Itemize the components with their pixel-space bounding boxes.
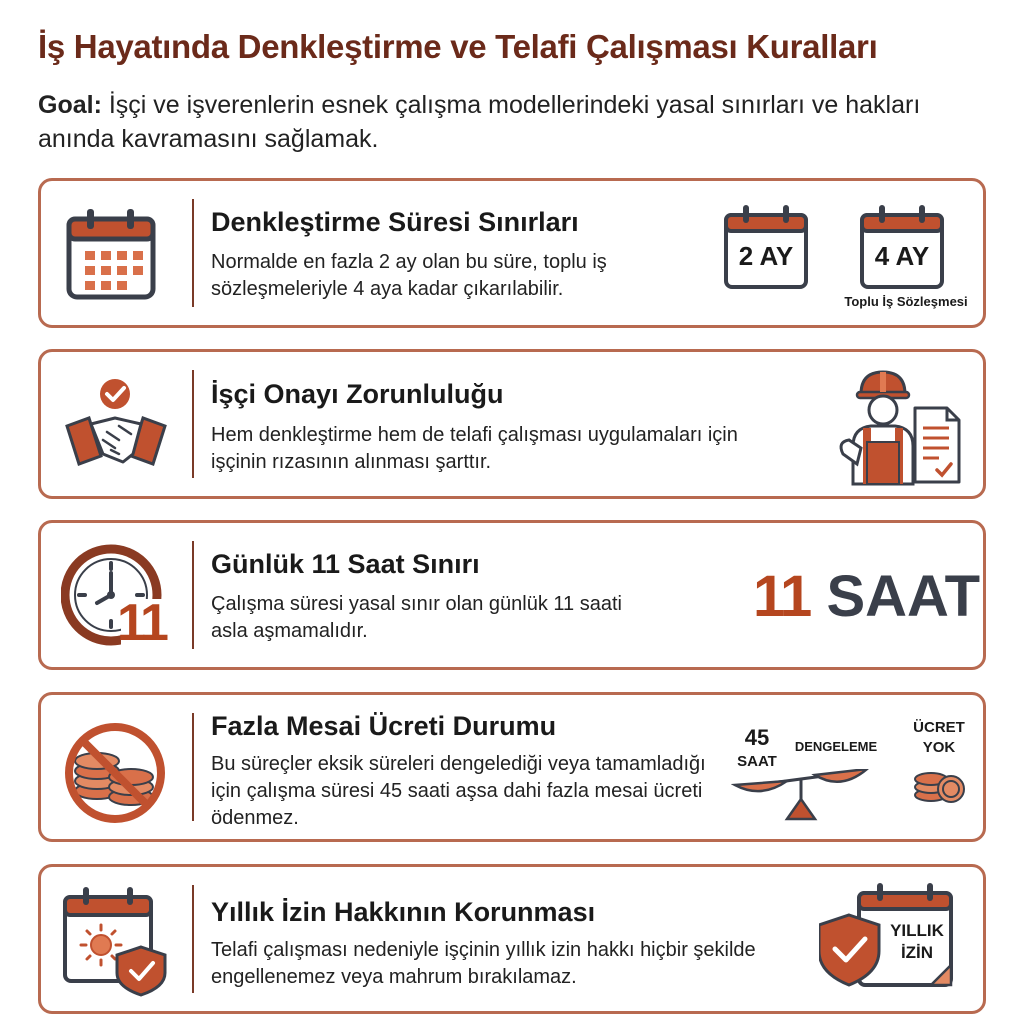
scale-right-1: ÜCRET: [913, 719, 965, 736]
card-body: Normalde en fazla 2 ay olan bu süre, toplu iş sözleşmeleriyle 4 aya kadar çıkarılabilir.: [211, 251, 607, 300]
badge-2-label: 4 AY: [874, 241, 930, 271]
card-yillik-izin: [38, 864, 986, 1014]
card-isci-onayi: [38, 349, 986, 499]
badge-4-ay: [859, 203, 945, 296]
goal-label: Goal:: [38, 91, 102, 119]
calendar-icon: [61, 205, 161, 310]
card-body: Hem denkleştirme hem de telafi çalışması uygulamaları için işçinin rızasının alınması şarttır.: [211, 424, 738, 473]
annual-leave-calendar-icon: [819, 881, 959, 1006]
card-heading: İşçi Onayı Zorunluluğu: [211, 379, 504, 409]
card-denklestirme: [38, 178, 986, 328]
badge-1-label: 2 AY: [738, 241, 794, 271]
divider: [192, 885, 194, 993]
scale-icon: [731, 769, 871, 834]
no-coins-icon: [61, 715, 171, 830]
scale-mid-label: DENGELEME: [794, 739, 878, 754]
card-gunluk-11-saat: [38, 520, 986, 670]
divider: [192, 713, 194, 821]
document-icon: [911, 404, 963, 491]
cal-line-2: İZİN: [900, 943, 934, 962]
cal-line-1: YILLIK: [890, 921, 944, 940]
divider: [192, 199, 194, 307]
card-heading: Günlük 11 Saat Sınırı: [211, 549, 480, 579]
card-fazla-mesai: [38, 692, 986, 842]
clock-number: 11: [117, 594, 166, 652]
goal-text: [38, 88, 988, 156]
page-title: İş Hayatında Denkleştirme ve Telafi Çalışması Kuralları: [38, 28, 878, 65]
card-body: Bu süreçler eksik süreleri dengelediği veya tamamladığı için çalışma süresi 45 saati aşsa dahi fazla mesai ücreti ödenmez.: [211, 753, 706, 829]
scale-left-num: 45: [744, 725, 770, 750]
scale-left-unit: SAAT: [737, 753, 777, 770]
card-body: Telafi çalışması nedeniyle işçinin yıllık izin hakkı hiçbir şekilde engellenemez veya mahrum bırakılamaz.: [211, 939, 756, 988]
goal-description: İşçi ve işverenlerin esnek çalışma modellerindeki yasal sınırları ve hakları anında kavramasını sağlamak.: [38, 91, 921, 153]
clock-icon: [61, 541, 171, 656]
coins-icon: [911, 761, 967, 810]
big-number-display: [753, 563, 980, 630]
badge-caption: Toplu İş Sözleşmesi: [844, 294, 968, 309]
handshake-icon: [61, 374, 171, 483]
divider: [192, 541, 194, 649]
worker-icon: [831, 364, 921, 494]
big-unit: SAAT: [826, 564, 981, 629]
card-heading: Denkleştirme Süresi Sınırları: [211, 207, 579, 237]
card-body: Çalışma süresi yasal sınır olan günlük 11 saati asla aşmamalıdır.: [211, 593, 622, 642]
badge-2-ay: [723, 203, 809, 296]
big-number: 11: [753, 564, 811, 629]
sun-calendar-icon: [61, 885, 173, 1002]
card-heading: Yıllık İzin Hakkının Korunması: [211, 897, 596, 927]
scale-right-2: YOK: [922, 739, 956, 756]
card-heading: Fazla Mesai Ücreti Durumu: [211, 711, 557, 741]
divider: [192, 370, 194, 478]
